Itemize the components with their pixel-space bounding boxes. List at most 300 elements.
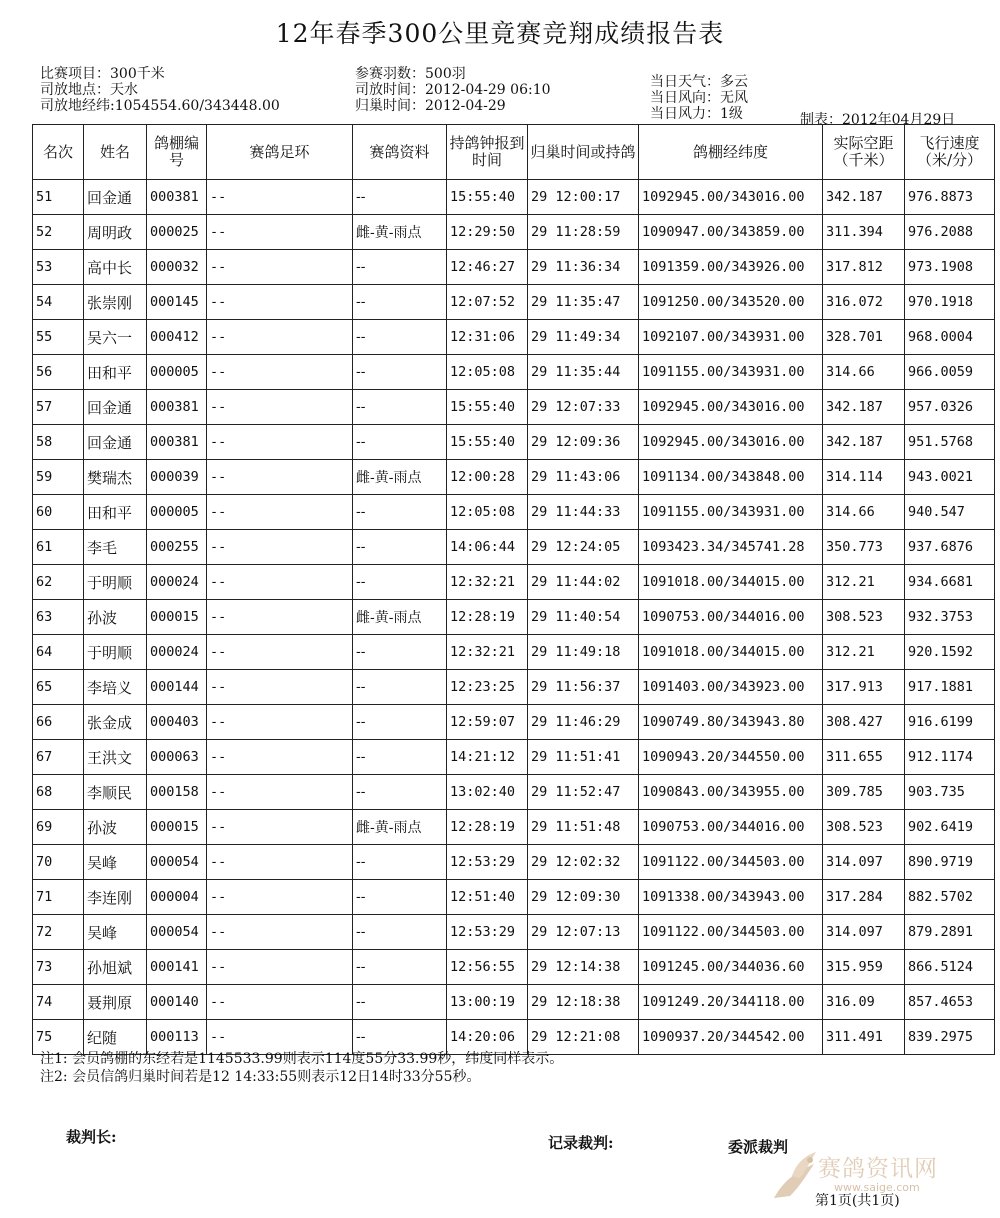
cell-rank: 64 [33,635,84,670]
cell-pigeon-info: -- [353,285,447,320]
cell-speed: 976.2088 [905,215,995,250]
cell-pigeon-info: 雌-黄-雨点 [353,215,447,250]
chief-referee-signature: 裁判长: [66,1128,117,1146]
cell-distance: 314.097 [823,915,905,950]
release-coordinates: 司放地经纬:1054554.60/343448.00 [40,98,280,114]
cell-pigeon-info: -- [353,880,447,915]
cell-distance: 314.66 [823,355,905,390]
table-row [33,845,995,880]
table-row [33,740,995,775]
cell-name: 回金通 [84,425,147,460]
cell-clock-time: 14:06:44 [447,530,528,565]
cell-speed: 966.0059 [905,355,995,390]
cell-distance: 328.701 [823,320,905,355]
cell-rank: 71 [33,880,84,915]
cell-rank: 60 [33,495,84,530]
cell-return-time: 29 11:56:37 [528,670,639,705]
table-row [33,880,995,915]
cell-name: 田和平 [84,495,147,530]
made-by-date: 制表：2012年04月29日 [800,112,956,128]
race-info-weather [650,74,748,122]
cell-distance: 350.773 [823,530,905,565]
cell-pigeon-info: 雌-黄-雨点 [353,460,447,495]
cell-speed: 912.1174 [905,740,995,775]
cell-name: 孙波 [84,600,147,635]
table-row [33,215,995,250]
cell-loft-number: 000004 [147,880,207,915]
cell-clock-time: 12:51:40 [447,880,528,915]
cell-rank: 51 [33,180,84,215]
cell-clock-time: 12:46:27 [447,250,528,285]
cell-loft-coordinates: 1090843.00/343955.00 [639,775,823,810]
watermark-text: 赛鸽资讯网 [818,1156,938,1182]
table-row [33,600,995,635]
cell-clock-time: 14:20:06 [447,1020,528,1055]
cell-ring: -- [207,320,353,355]
cell-loft-coordinates: 1091155.00/343931.00 [639,495,823,530]
cell-loft-number: 000145 [147,285,207,320]
cell-return-time: 29 11:49:18 [528,635,639,670]
cell-loft-coordinates: 1091250.00/343520.00 [639,285,823,320]
cell-rank: 66 [33,705,84,740]
cell-loft-number: 000054 [147,845,207,880]
cell-distance: 316.072 [823,285,905,320]
cell-rank: 61 [33,530,84,565]
cell-return-time: 29 11:43:06 [528,460,639,495]
table-row [33,355,995,390]
cell-rank: 73 [33,950,84,985]
cell-pigeon-info: -- [353,635,447,670]
col-pigeon-info: 赛鸽资料 [353,125,447,180]
cell-clock-time: 15:55:40 [447,180,528,215]
col-clock-time: 持鸽钟报到时间 [447,125,528,180]
cell-distance: 308.427 [823,705,905,740]
cell-loft-coordinates: 1090947.00/343859.00 [639,215,823,250]
cell-ring: -- [207,635,353,670]
cell-pigeon-info: -- [353,390,447,425]
col-return-time: 归巢时间或持鸽 [528,125,639,180]
cell-ring: -- [207,670,353,705]
release-time: 司放时间：2012-04-29 06:10 [355,82,551,98]
cell-pigeon-info: -- [353,425,447,460]
cell-return-time: 29 11:40:54 [528,600,639,635]
cell-rank: 63 [33,600,84,635]
cell-loft-coordinates: 1091403.00/343923.00 [639,670,823,705]
cell-clock-time: 12:29:50 [447,215,528,250]
cell-clock-time: 12:53:29 [447,915,528,950]
note-2: 注2: 会员信鸽归巢时间若是12 14:33:55则表示12日14时33分55秒。 [40,1069,481,1085]
cell-clock-time: 12:53:29 [447,845,528,880]
cell-clock-time: 12:05:08 [447,355,528,390]
cell-rank: 72 [33,915,84,950]
cell-loft-coordinates: 1090753.00/344016.00 [639,600,823,635]
table-row [33,985,995,1020]
pigeon-icon [770,1146,820,1204]
cell-loft-coordinates: 1091122.00/344503.00 [639,845,823,880]
cell-speed: 882.5702 [905,880,995,915]
record-referee-signature: 记录裁判: [548,1134,614,1152]
cell-loft-number: 000024 [147,565,207,600]
cell-ring: -- [207,740,353,775]
cell-ring: -- [207,565,353,600]
cell-distance: 317.913 [823,670,905,705]
cell-ring: -- [207,880,353,915]
cell-speed: 890.9719 [905,845,995,880]
cell-pigeon-info: -- [353,530,447,565]
cell-loft-coordinates: 1090937.20/344542.00 [639,1020,823,1055]
cell-loft-number: 000039 [147,460,207,495]
cell-loft-coordinates: 1091249.20/344118.00 [639,985,823,1020]
cell-distance: 314.114 [823,460,905,495]
cell-pigeon-info: 雌-黄-雨点 [353,810,447,845]
cell-loft-number: 000403 [147,705,207,740]
cell-ring: -- [207,250,353,285]
wind-direction: 当日风向：无风 [650,90,748,106]
col-speed: 飞行速度（米/分） [905,125,995,180]
cell-speed: 957.0326 [905,390,995,425]
cell-rank: 67 [33,740,84,775]
cell-ring: -- [207,495,353,530]
cell-ring: -- [207,355,353,390]
col-loft-coordinates: 鸽棚经纬度 [639,125,823,180]
cell-clock-time: 12:31:06 [447,320,528,355]
cell-pigeon-info: -- [353,950,447,985]
table-header-row [33,125,995,180]
cell-name: 回金通 [84,180,147,215]
note-1: 注1: 会员鸽棚的东经若是1145533.99则表示114度55分33.99秒，纬度同样表示。 [40,1051,564,1067]
table-row [33,180,995,215]
cell-name: 李毛 [84,530,147,565]
table-row [33,285,995,320]
cell-ring: -- [207,775,353,810]
cell-loft-coordinates: 1090749.80/343943.80 [639,705,823,740]
table-row [33,915,995,950]
cell-clock-time: 15:55:40 [447,425,528,460]
cell-speed: 879.2891 [905,915,995,950]
cell-speed: 857.4653 [905,985,995,1020]
cell-pigeon-info: -- [353,915,447,950]
participant-count: 参赛羽数：500羽 [355,66,466,82]
cell-return-time: 29 12:09:36 [528,425,639,460]
cell-distance: 342.187 [823,425,905,460]
cell-ring: -- [207,1020,353,1055]
cell-pigeon-info: -- [353,670,447,705]
cell-pigeon-info: -- [353,775,447,810]
cell-name: 孙旭斌 [84,950,147,985]
cell-speed: 976.8873 [905,180,995,215]
cell-return-time: 29 11:35:47 [528,285,639,320]
cell-speed: 866.5124 [905,950,995,985]
cell-pigeon-info: -- [353,250,447,285]
cell-rank: 54 [33,285,84,320]
cell-ring: -- [207,180,353,215]
cell-rank: 62 [33,565,84,600]
appointed-referee-signature: 委派裁判 [728,1138,789,1156]
cell-speed: 920.1592 [905,635,995,670]
col-loft-number: 鸽棚编号 [147,125,207,180]
cell-return-time: 29 12:02:32 [528,845,639,880]
race-info-middle [355,66,551,114]
cell-ring: -- [207,390,353,425]
cell-return-time: 29 11:44:33 [528,495,639,530]
cell-speed: 932.3753 [905,600,995,635]
cell-loft-number: 000005 [147,355,207,390]
cell-distance: 309.785 [823,775,905,810]
cell-rank: 75 [33,1020,84,1055]
cell-loft-number: 000381 [147,180,207,215]
cell-name: 李顺民 [84,775,147,810]
cell-speed: 916.6199 [905,705,995,740]
cell-distance: 342.187 [823,390,905,425]
cell-return-time: 29 12:14:38 [528,950,639,985]
cell-return-time: 29 12:24:05 [528,530,639,565]
cell-loft-coordinates: 1092107.00/343931.00 [639,320,823,355]
cell-distance: 342.187 [823,180,905,215]
table-row [33,250,995,285]
cell-rank: 55 [33,320,84,355]
cell-return-time: 29 11:44:02 [528,565,639,600]
cell-ring: -- [207,425,353,460]
cell-distance: 311.491 [823,1020,905,1055]
cell-return-time: 29 12:09:30 [528,880,639,915]
cell-speed: 917.1881 [905,670,995,705]
cell-name: 李连刚 [84,880,147,915]
table-row [33,495,995,530]
cell-distance: 314.66 [823,495,905,530]
cell-rank: 53 [33,250,84,285]
cell-speed: 943.0021 [905,460,995,495]
cell-loft-number: 000381 [147,425,207,460]
cell-rank: 68 [33,775,84,810]
cell-distance: 308.523 [823,600,905,635]
cell-loft-number: 000113 [147,1020,207,1055]
table-row [33,670,995,705]
cell-loft-coordinates: 1093423.34/345741.28 [639,530,823,565]
cell-loft-number: 000015 [147,810,207,845]
cell-rank: 70 [33,845,84,880]
cell-rank: 69 [33,810,84,845]
cell-pigeon-info: -- [353,565,447,600]
cell-clock-time: 12:00:28 [447,460,528,495]
release-location: 司放地点：天水 [40,82,138,98]
cell-loft-coordinates: 1091018.00/344015.00 [639,635,823,670]
cell-clock-time: 14:21:12 [447,740,528,775]
cell-speed: 970.1918 [905,285,995,320]
cell-ring: -- [207,845,353,880]
table-row [33,390,995,425]
cell-loft-number: 000144 [147,670,207,705]
cell-rank: 65 [33,670,84,705]
cell-distance: 311.655 [823,740,905,775]
cell-loft-coordinates: 1091359.00/343926.00 [639,250,823,285]
cell-return-time: 29 11:36:34 [528,250,639,285]
cell-name: 纪随 [84,1020,147,1055]
cell-speed: 940.547 [905,495,995,530]
cell-clock-time: 12:59:07 [447,705,528,740]
cell-name: 王洪文 [84,740,147,775]
cell-ring: -- [207,460,353,495]
cell-rank: 57 [33,390,84,425]
cell-loft-coordinates: 1091155.00/343931.00 [639,355,823,390]
cell-pigeon-info: -- [353,180,447,215]
results-table [32,124,995,1055]
cell-pigeon-info: -- [353,705,447,740]
table-row [33,635,995,670]
cell-return-time: 29 11:51:48 [528,810,639,845]
cell-pigeon-info: -- [353,845,447,880]
cell-return-time: 29 12:18:38 [528,985,639,1020]
cell-rank: 59 [33,460,84,495]
cell-loft-number: 000063 [147,740,207,775]
notes [40,1050,563,1086]
cell-rank: 74 [33,985,84,1020]
cell-pigeon-info: -- [353,495,447,530]
cell-loft-number: 000412 [147,320,207,355]
cell-distance: 312.21 [823,565,905,600]
table-row [33,460,995,495]
table-row [33,705,995,740]
cell-distance: 317.812 [823,250,905,285]
cell-distance: 308.523 [823,810,905,845]
cell-name: 李培义 [84,670,147,705]
table-row [33,950,995,985]
weather: 当日天气：多云 [650,74,748,90]
col-ring: 赛鸽足环 [207,125,353,180]
cell-return-time: 29 11:35:44 [528,355,639,390]
watermark-url: www.saige.com [834,1181,920,1194]
cell-name: 回金通 [84,390,147,425]
cell-ring: -- [207,530,353,565]
cell-pigeon-info: -- [353,740,447,775]
cell-return-time: 29 11:52:47 [528,775,639,810]
cell-name: 聂荆原 [84,985,147,1020]
cell-loft-coordinates: 1091122.00/344503.00 [639,915,823,950]
cell-distance: 312.21 [823,635,905,670]
cell-loft-coordinates: 1090753.00/344016.00 [639,810,823,845]
table-row [33,425,995,460]
cell-speed: 903.735 [905,775,995,810]
col-distance: 实际空距（千米） [823,125,905,180]
col-rank: 名次 [33,125,84,180]
cell-speed: 937.6876 [905,530,995,565]
cell-loft-coordinates: 1090943.20/344550.00 [639,740,823,775]
cell-speed: 951.5768 [905,425,995,460]
cell-return-time: 29 11:46:29 [528,705,639,740]
return-date: 归巢时间：2012-04-29 [355,98,506,114]
cell-name: 张金成 [84,705,147,740]
cell-return-time: 29 12:00:17 [528,180,639,215]
cell-clock-time: 13:00:19 [447,985,528,1020]
cell-clock-time: 15:55:40 [447,390,528,425]
cell-return-time: 29 12:07:33 [528,390,639,425]
wind-force: 当日风力：1级 [650,106,743,122]
cell-clock-time: 12:28:19 [447,810,528,845]
table-row [33,320,995,355]
cell-ring: -- [207,600,353,635]
cell-clock-time: 12:23:25 [447,670,528,705]
cell-loft-coordinates: 1091018.00/344015.00 [639,565,823,600]
cell-pigeon-info: -- [353,1020,447,1055]
cell-clock-time: 13:02:40 [447,775,528,810]
race-info-left [40,66,280,114]
cell-distance: 311.394 [823,215,905,250]
cell-loft-number: 000024 [147,635,207,670]
cell-loft-number: 000158 [147,775,207,810]
cell-name: 田和平 [84,355,147,390]
cell-clock-time: 12:56:55 [447,950,528,985]
cell-speed: 902.6419 [905,810,995,845]
cell-distance: 314.097 [823,845,905,880]
cell-pigeon-info: -- [353,355,447,390]
cell-distance: 316.09 [823,985,905,1020]
cell-speed: 839.2975 [905,1020,995,1055]
cell-loft-number: 000015 [147,600,207,635]
cell-distance: 315.959 [823,950,905,985]
cell-loft-number: 000140 [147,985,207,1020]
cell-name: 高中长 [84,250,147,285]
cell-name: 吴峰 [84,845,147,880]
cell-pigeon-info: 雌-黄-雨点 [353,600,447,635]
cell-name: 周明政 [84,215,147,250]
table-row [33,775,995,810]
cell-rank: 52 [33,215,84,250]
cell-speed: 973.1908 [905,250,995,285]
cell-clock-time: 12:05:08 [447,495,528,530]
cell-loft-coordinates: 1091338.00/343943.00 [639,880,823,915]
cell-return-time: 29 11:51:41 [528,740,639,775]
col-name: 姓名 [84,125,147,180]
table-row [33,530,995,565]
table-body [33,180,995,1055]
cell-name: 张崇刚 [84,285,147,320]
cell-rank: 58 [33,425,84,460]
cell-name: 樊瑞杰 [84,460,147,495]
cell-loft-coordinates: 1092945.00/343016.00 [639,390,823,425]
cell-loft-number: 000054 [147,915,207,950]
cell-speed: 968.0004 [905,320,995,355]
race-item: 比赛项目：300千米 [40,66,165,82]
cell-name: 于明顺 [84,635,147,670]
cell-return-time: 29 11:28:59 [528,215,639,250]
cell-ring: -- [207,810,353,845]
cell-ring: -- [207,950,353,985]
cell-loft-coordinates: 1091245.00/344036.60 [639,950,823,985]
cell-clock-time: 12:32:21 [447,565,528,600]
cell-clock-time: 12:32:21 [447,635,528,670]
cell-loft-number: 000005 [147,495,207,530]
cell-ring: -- [207,915,353,950]
cell-speed: 934.6681 [905,565,995,600]
cell-loft-number: 000032 [147,250,207,285]
cell-pigeon-info: -- [353,985,447,1020]
cell-ring: -- [207,215,353,250]
page-number: 第1页(共1页) [815,1193,900,1209]
cell-return-time: 29 11:49:34 [528,320,639,355]
cell-ring: -- [207,705,353,740]
cell-return-time: 29 12:21:08 [528,1020,639,1055]
cell-rank: 56 [33,355,84,390]
table-row [33,565,995,600]
cell-loft-coordinates: 1092945.00/343016.00 [639,425,823,460]
cell-name: 吴峰 [84,915,147,950]
cell-pigeon-info: -- [353,320,447,355]
cell-name: 于明顺 [84,565,147,600]
cell-loft-number: 000025 [147,215,207,250]
report-title: 12年春季300公里竟赛竞翔成绩报告表 [275,19,725,48]
cell-clock-time: 12:28:19 [447,600,528,635]
cell-clock-time: 12:07:52 [447,285,528,320]
table-row [33,810,995,845]
